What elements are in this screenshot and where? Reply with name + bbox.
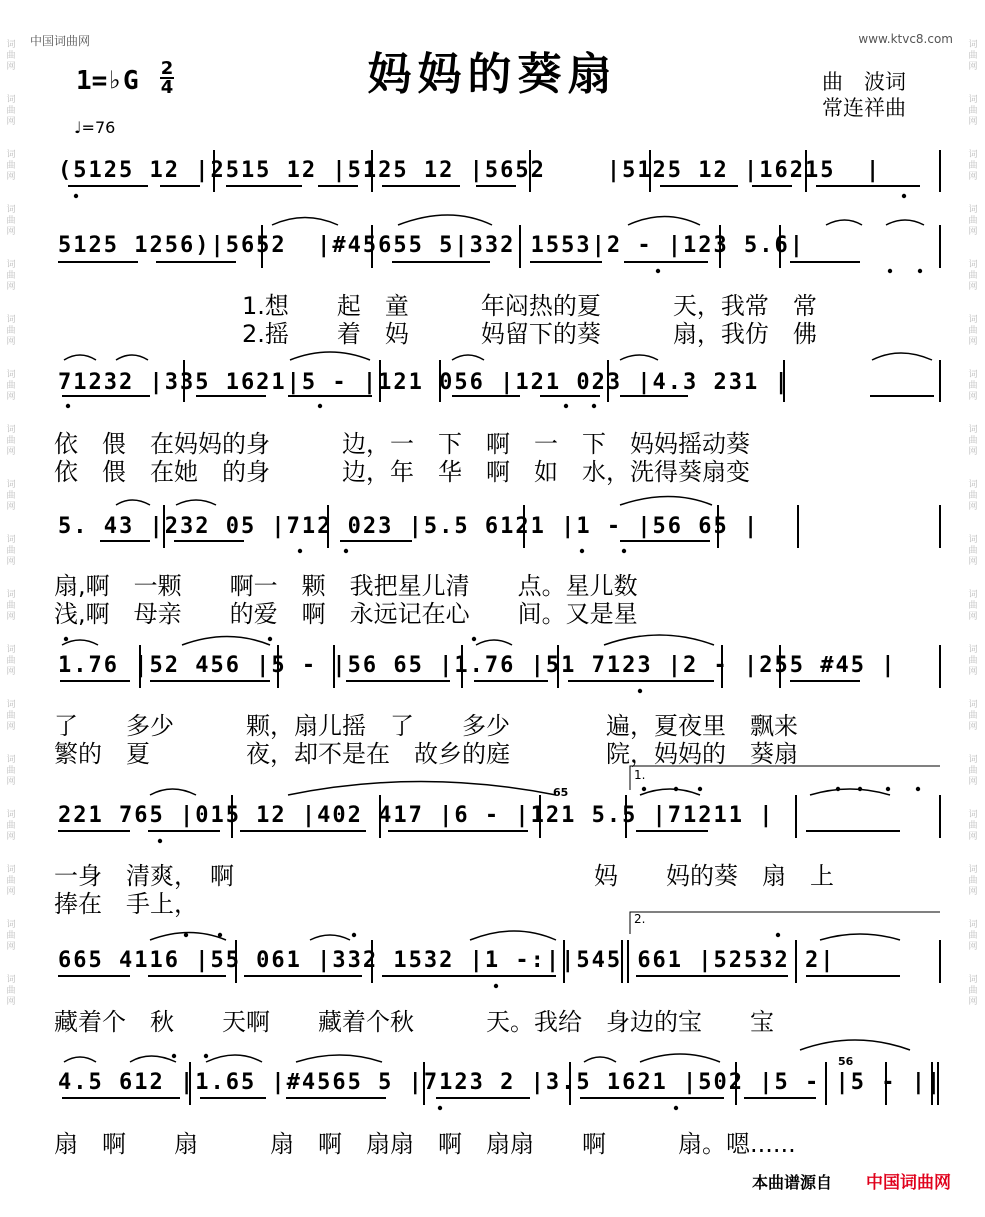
lyric-line-4-verse-2: 浅,啊 母亲 的爱 啊 永远记在心 间。又是星 <box>54 600 638 628</box>
composer-credit: 常连祥曲 <box>822 96 906 120</box>
grace-note-2: 56 <box>838 1055 854 1068</box>
source-site-link[interactable]: 中国词曲网 <box>866 1173 951 1193</box>
site-url-right: www.ktvc8.com <box>858 32 953 46</box>
side-watermark-left: 词 曲 网 词 曲 网 词 曲 网 词 曲 网 词 曲 网 词 曲 网 词 曲 网 词 曲 网 词 曲 网 词 曲 网 词 曲 网 词 曲 网 词 曲 网 词 曲 网 词 曲 网 词 曲 网 词 曲 网 词 曲 网 <box>6 40 16 1007</box>
notation-line-8: 4.5 612 |1.65 |#4565 5 |7123 2 |3.5 1621 |502 |5 - |5 - || <box>58 1070 943 1095</box>
notation-line-1: (5125 12 |2515 12 |5125 12 |5652 |5125 12 |16215 | <box>58 158 882 183</box>
lyric-line-6-verse-2: 捧在 手上， <box>54 890 198 918</box>
source-label: 本曲谱源自 <box>752 1173 833 1192</box>
grace-note-1: 65 <box>553 786 569 799</box>
notation-line-7: 665 4116 |55 061 |332 1532 |1 -:||545 661 |52532 2| <box>58 948 836 973</box>
site-name-left: 中国词曲网 <box>30 34 91 48</box>
side-watermark-right: 词 曲 网 词 曲 网 词 曲 网 词 曲 网 词 曲 网 词 曲 网 词 曲 网 词 曲 网 词 曲 网 词 曲 网 词 曲 网 词 曲 网 词 曲 网 词 曲 网 词 曲 网 词 曲 网 词 曲 网 词 曲 网 <box>968 40 978 1007</box>
lyric-line-3-verse-2: 依 偎 在她 的身 边，年 华 啊 如 水，洗得葵扇变 <box>54 458 750 486</box>
notation-line-6: 221 765 |015 12 |402 417 |6 - |121 5.5 |71211 | <box>58 803 775 828</box>
lyric-line-6-verse-1: 一身 清爽， 啊 妈 妈的葵 扇 上 <box>54 862 834 890</box>
notation-line-5: 1.76 |52 456 |5 - |56 65 |1.76 |51 7123 |2 - |255 #45 | <box>58 653 897 678</box>
lyric-line-2-verse-1: 1.想 起 童 年闷热的夏 天，我常 常 <box>242 292 817 320</box>
time-signature-denominator: 4 <box>160 77 174 98</box>
lyric-line-3-verse-1: 依 偎 在妈妈的身 边，一 下 啊 一 下 妈妈摇动葵 <box>54 430 750 458</box>
lyric-line-8-verse-1: 扇 啊 扇 扇 啊 扇扇 啊 扇扇 啊 扇。嗯...... <box>54 1130 796 1158</box>
time-signature-numerator: 2 <box>160 58 174 79</box>
volta-1-label: 1. <box>634 768 646 782</box>
lyricist-credit: 曲 波词 <box>822 70 906 94</box>
lyric-line-2-verse-2: 2.摇 着 妈 妈留下的葵 扇，我仿 佛 <box>242 320 817 348</box>
notation-line-2: 5125 1256)|5652 |#45655 5|332 1553|2 - |123 5.6| <box>58 233 806 258</box>
lyric-line-7-verse-1: 藏着个 秋 天啊 藏着个秋 天。我给 身边的宝 宝 <box>54 1008 774 1036</box>
notation-line-3: 71232 |335 1621|5 - |121 056 |121 023 |4.3 231 | <box>58 370 790 395</box>
volta-2-label: 2. <box>634 912 646 926</box>
lyric-line-5-verse-1: 了 多少 颗，扇儿摇 了 多少 遍，夏夜里 飘来 <box>54 712 798 740</box>
tempo-marking: ♩=76 <box>74 118 116 137</box>
key-signature: 1=♭G <box>76 66 139 96</box>
lyric-line-4-verse-1: 扇,啊 一颗 啊一 颗 我把星儿清 点。星儿数 <box>54 572 638 600</box>
notation-line-4: 5. 43 |232 05 |712 023 |5.5 6121 |1 - |56 65 | <box>58 514 760 539</box>
lyric-line-5-verse-2: 繁的 夏 夜，却不是在 故乡的庭 院，妈妈的 葵扇 <box>54 740 798 768</box>
song-title: 妈妈的葵扇 <box>367 49 618 100</box>
